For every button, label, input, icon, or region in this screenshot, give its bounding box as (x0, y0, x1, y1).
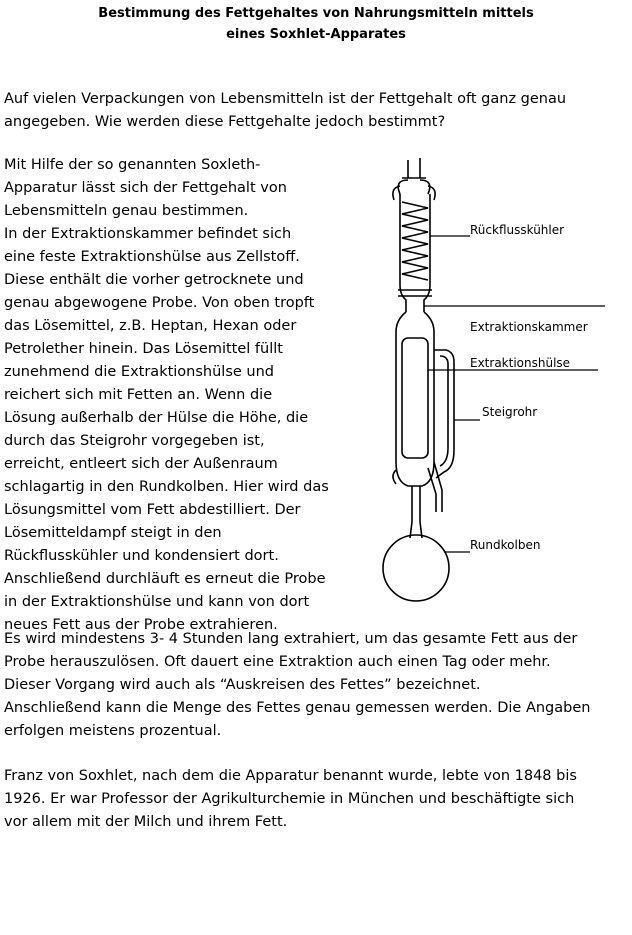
text-line: erreicht, entleert sich der Außenraum (4, 456, 278, 472)
text-line: neues Fett aus der Probe extrahieren. (4, 617, 278, 633)
text-line: Lebensmitteln genau bestimmen. (4, 203, 249, 219)
continuation-paragraph (4, 628, 628, 743)
condenser-neck (400, 285, 430, 312)
text-line: Dieser Vorgang wird auch als “Auskreisen des Fettes” bezeichnet. (4, 677, 481, 693)
soxhlet-apparatus-diagram (350, 150, 632, 620)
text-line: schlagartig in den Rundkolben. Hier wird das (4, 479, 329, 495)
text-line: Mit Hilfe der so genannten Soxleth- (4, 157, 261, 173)
text-line: eine feste Extraktionshülse aus Zellstoff. (4, 249, 300, 265)
condenser-coil (402, 202, 428, 280)
biography-paragraph (4, 765, 628, 834)
text-line: Es wird mindestens 3- 4 Stunden lang extrahiert, um das gesamte Fett aus der (4, 631, 578, 647)
text-line: Petrolether hinein. Das Lösemittel füllt (4, 341, 283, 357)
page-title: Bestimmung des Fettgehaltes von Nahrungsmitteln mittels (98, 6, 534, 21)
description-paragraph (4, 154, 344, 637)
label-thimble: Extraktionshülse (470, 356, 571, 370)
text-line: Lösung außerhalb der Hülse die Höhe, die (4, 410, 309, 426)
extraction-thimble (402, 338, 428, 458)
text-line: Probe herauszulösen. Oft dauert eine Extraktion auch einen Tag oder mehr. (4, 654, 551, 670)
label-condenser: Rückflusskühler (470, 223, 565, 237)
text-line: reichert sich mit Fetten an. Wenn die (4, 387, 273, 403)
text-line: Lösemitteldampf steigt in den (4, 525, 222, 541)
riser-tube (434, 350, 454, 478)
text-line: das Lösemittel, z.B. Heptan, Hexan oder (4, 318, 297, 334)
text-line: Lösungsmittel vom Fett abdestilliert. Der (4, 502, 301, 518)
text-line: genau abgewogene Probe. Von oben tropft (4, 295, 315, 311)
label-riser: Steigrohr (482, 405, 538, 419)
text-line: 1926. Er war Professor der Agrikulturchemie in München und beschäftigte sich (4, 791, 575, 807)
text-line: angegeben. Wie werden diese Fettgehalte jedoch bestimmt? (4, 114, 446, 130)
round-bottom-flask (383, 535, 449, 601)
text-line: Diese enthält die vorher getrocknete und (4, 272, 304, 288)
text-line: vor allem mit der Milch und ihrem Fett. (4, 814, 288, 830)
text-line: Auf vielen Verpackungen von Lebensmitteln ist der Fettgehalt oft ganz genau (4, 91, 567, 107)
text-line: Apparatur lässt sich der Fettgehalt von (4, 180, 287, 196)
text-line: Anschließend durchläuft es erneut die Probe (4, 571, 326, 587)
text-line: Franz von Soxhlet, nach dem die Apparatur benannt wurde, lebte von 1848 bis (4, 768, 577, 784)
text-line: Rückflusskühler und kondensiert dort. (4, 548, 279, 564)
condenser-top (402, 158, 426, 178)
intro-paragraph (4, 88, 628, 134)
text-line: zunehmend die Extraktionshülse und (4, 364, 274, 380)
text-line: erfolgen meistens prozentual. (4, 723, 222, 739)
label-chamber: Extraktionskammer (470, 320, 588, 334)
text-line: Anschließend kann die Menge des Fettes genau gemessen werden. Die Angaben (4, 700, 591, 716)
text-line: durch das Steigrohr vorgegeben ist, (4, 433, 265, 449)
page-subtitle: eines Soxhlet-Apparates (226, 27, 406, 42)
text-line: In der Extraktionskammer befindet sich (4, 226, 292, 242)
label-flask: Rundkolben (470, 538, 541, 552)
text-line: in der Extraktionshülse und kann von dort (4, 594, 310, 610)
